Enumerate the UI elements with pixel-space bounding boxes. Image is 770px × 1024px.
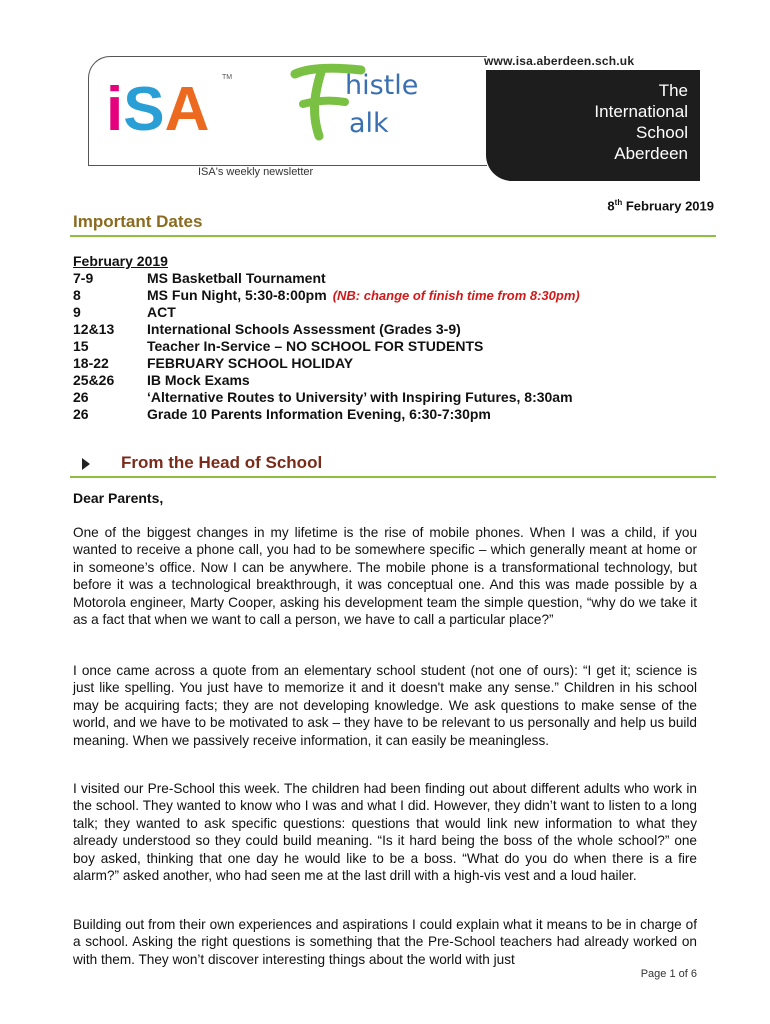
date-note: (NB: change of finish time from 8:30pm)	[332, 288, 580, 303]
thistle-talk-logo	[283, 62, 468, 142]
date-row	[73, 355, 713, 372]
thistle-text: histle	[345, 70, 419, 101]
triangle-bullet-icon	[82, 458, 90, 470]
body-paragraph: One of the biggest changes in my lifetime is the rise of mobile phones. When I was a child, if you wanted to receive a phone call, you had to be somewhere specific – which generally meant at home or in someone’s office. Now I can be anywhere. The mobile phone is a transformational technology, but before it was a technological breakthrough, it was conceptual one. And this was made possible by a Motorola engineer, Marty Cooper, asking his development team the simple question, “why do we take it as a fact that when we want to call a person, we have to call a particular place?”	[73, 525, 697, 628]
date-event-text: Teacher In-Service – NO SCHOOL FOR STUDENTS	[147, 338, 484, 354]
date-row	[73, 304, 713, 321]
issue-date-month-year: February 2019	[622, 198, 714, 214]
date-event	[147, 321, 461, 338]
newsletter-tagline: ISA's weekly newsletter	[192, 166, 319, 178]
salutation: Dear Parents,	[73, 490, 164, 506]
date-row	[73, 372, 713, 389]
school-name-line: School	[636, 123, 688, 142]
school-name-line: The	[658, 81, 688, 100]
section-divider	[70, 476, 716, 478]
head-of-school-heading: From the Head of School	[121, 453, 323, 472]
date-day: 26	[73, 389, 89, 405]
date-event-text: FEBRUARY SCHOOL HOLIDAY	[147, 355, 354, 371]
date-event-text: Grade 10 Parents Information Evening, 6:30-7:30pm	[147, 406, 491, 422]
date-event-text: ACT	[147, 304, 176, 320]
issue-date	[607, 198, 714, 213]
page-number: Page 1 of 6	[640, 968, 697, 980]
date-event	[147, 287, 580, 304]
school-name-line: Aberdeen	[614, 144, 688, 163]
important-dates-list	[73, 270, 713, 423]
trademark-mark: TM	[222, 74, 233, 81]
date-row	[73, 338, 713, 355]
section-divider	[70, 235, 716, 237]
school-name-line: International	[594, 102, 688, 121]
date-event	[147, 389, 573, 406]
date-row	[73, 270, 713, 287]
date-event-text: MS Fun Night, 5:30-8:00pm	[147, 287, 327, 303]
date-event-text: MS Basketball Tournament	[147, 270, 326, 286]
dates-month-title: February 2019	[73, 253, 168, 269]
date-event-text: IB Mock Exams	[147, 372, 250, 388]
date-event	[147, 304, 176, 321]
date-day: 9	[73, 304, 81, 320]
date-event-text: International Schools Assessment (Grades 3-9)	[147, 321, 461, 337]
date-event	[147, 372, 250, 389]
date-day: 25&26	[73, 372, 115, 388]
date-day: 18-22	[73, 355, 109, 371]
isa-logo	[106, 76, 236, 136]
date-day: 7-9	[73, 270, 94, 286]
date-event	[147, 406, 491, 423]
website-url[interactable]: www.isa.aberdeen.sch.uk	[484, 54, 635, 68]
date-event	[147, 355, 353, 372]
date-row	[73, 406, 713, 423]
date-event-text: ‘Alternative Routes to University’ with Inspiring Futures, 8:30am	[147, 389, 573, 405]
talk-text: alk	[349, 108, 389, 139]
school-name-box	[486, 70, 700, 181]
body-paragraph: I once came across a quote from an elementary school student (not one of ours): “I get it; science is just like spelling. You just have to memorize it and it doesn't make any sense.” Children in his school may be acquiring facts; they are not developing knowledge. We ask questions to make sense of the world, and we have to be motivated to ask – they have to be relevant to us personally and help us build meaning. When we passively receive information, it can easily be meaningless.	[73, 663, 697, 748]
date-day: 8	[73, 287, 81, 303]
masthead	[88, 56, 700, 181]
isa-logo-text: iSA	[106, 76, 210, 136]
date-day: 26	[73, 406, 89, 422]
body-paragraph: I visited our Pre-School this week. The children had been finding out about different adults who work in the school. They wanted to know who I was and what I did. However, they didn’t want to listen to a long talk; they wanted to ask specific questions: questions that would link new information to what they already understood so they could build meaning. “Is it hard being the boss of the whole school?” one boy asked, thinking that one day he would like to be a boss. “What do you do when there is a fire alarm?” asked another, who had seen me at the last drill with a high-vis vest and a loud hailer.	[73, 781, 697, 884]
date-row	[73, 287, 713, 304]
issue-date-day: 8	[607, 198, 615, 214]
issue-date-suffix: th	[614, 198, 623, 207]
date-event	[147, 270, 326, 287]
important-dates-heading: Important Dates	[73, 212, 203, 231]
body-paragraph: Building out from their own experiences and aspirations I could explain what it means to be in charge of a school. Asking the right questions is something that the Pre-School teachers had already worked on with them. They won’t discover interesting things about the world with just	[73, 917, 697, 967]
date-day: 15	[73, 338, 89, 354]
date-row	[73, 321, 713, 338]
date-row	[73, 389, 713, 406]
date-day: 12&13	[73, 321, 115, 337]
date-event	[147, 338, 483, 355]
